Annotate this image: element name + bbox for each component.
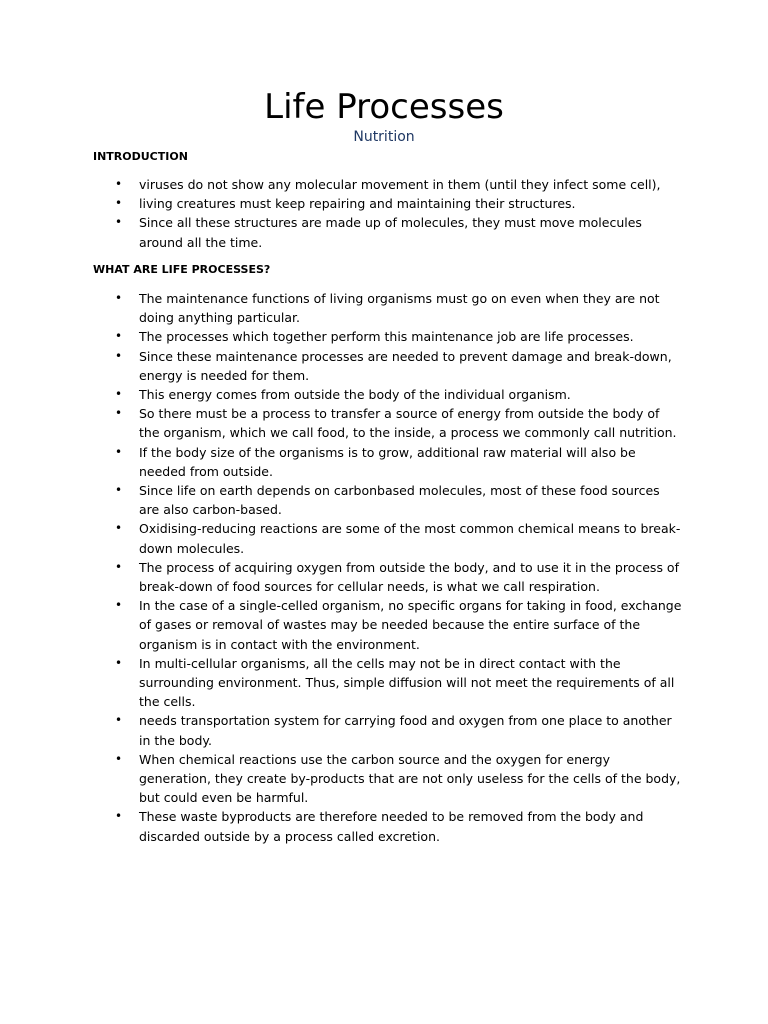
list-item (93, 175, 683, 194)
bullet-icon: • (115, 809, 123, 824)
list-item (93, 807, 683, 845)
bullet-icon: • (115, 291, 123, 305)
list-item (93, 347, 683, 385)
list-item (93, 750, 683, 808)
list-item-text: Since life on earth depends on carbonbased molecules, most of these food sources are also carbon-based. (139, 483, 660, 518)
introduction-list (93, 175, 683, 252)
bullet-icon: • (115, 751, 123, 766)
bullet-icon: • (115, 483, 123, 498)
list-item-text: When chemical reactions use the carbon source and the oxygen for energy generation, they create by-products that are not only useless for the cells of the body, but could even be harmful. (139, 751, 681, 806)
bullet-icon: • (115, 655, 123, 670)
list-item (93, 711, 683, 749)
bullet-icon: • (115, 521, 123, 536)
list-item-text: Since these maintenance processes are needed to prevent damage and break-down, energy is needed for them. (139, 348, 672, 383)
bullet-icon: • (115, 329, 123, 344)
list-item (93, 404, 683, 442)
list-item-text: This energy comes from outside the body of the individual organism. (139, 387, 571, 403)
section-heading-introduction: INTRODUCTION (93, 150, 188, 163)
list-item-text: living creatures must keep repairing and maintaining their structures. (139, 196, 576, 212)
bullet-icon: • (115, 215, 123, 230)
list-item-text: needs transportation system for carrying food and oxygen from one place to another in the body. (139, 713, 672, 748)
list-item (93, 289, 683, 327)
list-item (93, 654, 683, 712)
bullet-icon: • (115, 598, 123, 613)
section-heading-life-processes: WHAT ARE LIFE PROCESSES? (93, 263, 271, 276)
list-item-text: The maintenance functions of living organisms must go on even when they are not doing anything particular. (139, 291, 660, 326)
list-item (93, 213, 683, 251)
bullet-icon: • (115, 348, 123, 363)
list-item (93, 596, 683, 654)
list-item-text: In the case of a single-celled organism, no specific organs for taking in food, exchange of gases or removal of wastes may be needed because the entire surface of the organism is in contact with the environment. (139, 598, 682, 652)
bullet-icon: • (115, 177, 123, 191)
list-item-text: Since all these structures are made up of molecules, they must move molecules around all the time. (139, 215, 642, 250)
list-item (93, 519, 683, 557)
list-item-text: The processes which together perform this maintenance job are life processes. (139, 329, 634, 345)
life-processes-list (93, 289, 683, 846)
list-item-text: These waste byproducts are therefore needed to be removed from the body and discarded outside by a process called excretion. (139, 809, 644, 844)
page-title: Life Processes (264, 87, 504, 127)
list-item-text: If the body size of the organisms is to grow, additional raw material will also be needed from outside. (139, 444, 636, 479)
list-item (93, 481, 683, 519)
list-item (93, 443, 683, 481)
list-item-text: viruses do not show any molecular movement in them (until they infect some cell), (139, 177, 661, 192)
bullet-icon: • (115, 387, 123, 402)
list-item-text: So there must be a process to transfer a source of energy from outside the body of the organism, which we call food, to the inside, a process we commonly call nutrition. (139, 406, 677, 441)
bullet-icon: • (115, 196, 123, 211)
list-item (93, 194, 683, 213)
bullet-icon: • (115, 444, 123, 459)
bullet-icon: • (115, 406, 123, 421)
list-item-text: In multi-cellular organisms, all the cells may not be in direct contact with the surrounding environment. Thus, simple diffusion will not meet the requirements of all the cells. (139, 655, 675, 710)
list-item (93, 385, 683, 404)
list-item-text: Oxidising-reducing reactions are some of the most common chemical means to break-down molecules. (139, 521, 681, 556)
page-subtitle: Nutrition (353, 129, 415, 145)
bullet-icon: • (115, 713, 123, 728)
list-item (93, 558, 683, 596)
bullet-icon: • (115, 559, 123, 574)
list-item-text: The process of acquiring oxygen from outside the body, and to use it in the process of break-down of food sources for cellular needs, is what we call respiration. (139, 559, 679, 595)
list-item (93, 327, 683, 346)
